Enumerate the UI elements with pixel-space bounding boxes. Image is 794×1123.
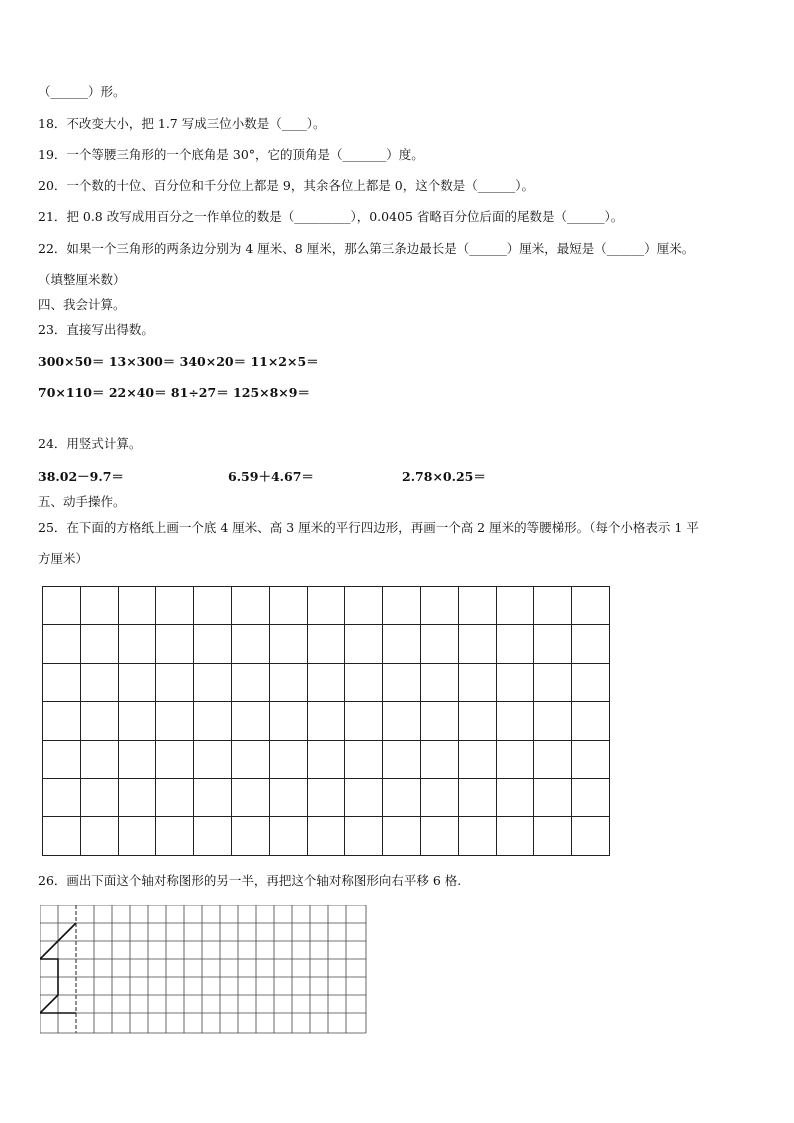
grid-cell[interactable]	[421, 664, 459, 702]
grid-cell[interactable]	[534, 625, 572, 663]
grid-cell[interactable]	[497, 702, 535, 740]
grid-cell[interactable]	[497, 817, 535, 855]
grid-cell[interactable]	[270, 664, 308, 702]
grid-cell[interactable]	[308, 817, 346, 855]
grid-cell[interactable]	[81, 741, 119, 779]
grid-cell[interactable]	[270, 702, 308, 740]
question-20: 20．一个数的十位、百分位和千分位上都是 9，其余各位上都是 0，这个数是（______）。	[38, 178, 535, 193]
grid-cell[interactable]	[81, 664, 119, 702]
grid-cell[interactable]	[43, 741, 81, 779]
grid-cell[interactable]	[345, 625, 383, 663]
grid-cell[interactable]	[194, 587, 232, 625]
grid-cell[interactable]	[270, 779, 308, 817]
grid-cell[interactable]	[459, 664, 497, 702]
grid-cell[interactable]	[383, 587, 421, 625]
grid-cell[interactable]	[308, 664, 346, 702]
question-25-line-1: 25．在下面的方格纸上画一个底 4 厘米、高 3 厘米的平行四边形，再画一个高 2 厘米的等腰梯形。（每个小格表示 1 平	[38, 520, 699, 535]
grid-cell[interactable]	[43, 779, 81, 817]
grid-cell[interactable]	[572, 817, 610, 855]
q24-item-1: 38.02－9.7＝	[38, 469, 124, 484]
symmetry-grid-svg	[40, 905, 370, 1035]
grid-cell[interactable]	[194, 625, 232, 663]
grid-cell[interactable]	[383, 741, 421, 779]
grid-cell[interactable]	[345, 664, 383, 702]
grid-cell[interactable]	[194, 817, 232, 855]
grid-cell[interactable]	[383, 664, 421, 702]
grid-cell[interactable]	[345, 587, 383, 625]
grid-cell[interactable]	[572, 741, 610, 779]
q23-row-1: 300×50＝ 13×300＝ 340×20＝ 11×2×5＝	[38, 354, 319, 369]
grid-cell[interactable]	[572, 664, 610, 702]
grid-cell[interactable]	[534, 741, 572, 779]
q24-item-2: 6.59＋4.67＝	[228, 469, 314, 484]
section-4-heading: 四、我会计算。	[38, 297, 126, 312]
question-26: 26．画出下面这个轴对称图形的另一半，再把这个轴对称图形向右平移 6 格.	[38, 873, 462, 888]
grid-cell[interactable]	[232, 625, 270, 663]
grid-cell[interactable]	[270, 741, 308, 779]
grid-cell[interactable]	[119, 817, 157, 855]
grid-cell[interactable]	[119, 587, 157, 625]
grid-cell[interactable]	[497, 625, 535, 663]
section-5-heading: 五、动手操作。	[38, 494, 126, 509]
grid-cell[interactable]	[497, 664, 535, 702]
grid-cell[interactable]	[383, 817, 421, 855]
grid-cell[interactable]	[308, 625, 346, 663]
grid-cell[interactable]	[421, 817, 459, 855]
grid-cell[interactable]	[270, 587, 308, 625]
grid-cell[interactable]	[232, 817, 270, 855]
grid-cell[interactable]	[459, 779, 497, 817]
grid-cell[interactable]	[308, 587, 346, 625]
grid-cell[interactable]	[81, 702, 119, 740]
grid-cell[interactable]	[308, 741, 346, 779]
grid-cell[interactable]	[119, 664, 157, 702]
grid-cell[interactable]	[572, 587, 610, 625]
grid-cell[interactable]	[421, 741, 459, 779]
grid-cell[interactable]	[421, 779, 459, 817]
grid-cell[interactable]	[534, 587, 572, 625]
grid-cell[interactable]	[308, 702, 346, 740]
grid-cell[interactable]	[156, 779, 194, 817]
grid-cell[interactable]	[308, 779, 346, 817]
grid-cell[interactable]	[81, 779, 119, 817]
grid-cell[interactable]	[194, 664, 232, 702]
grid-cell[interactable]	[119, 741, 157, 779]
grid-cell[interactable]	[194, 702, 232, 740]
grid-cell[interactable]	[534, 779, 572, 817]
grid-cell[interactable]	[232, 587, 270, 625]
grid-cell[interactable]	[534, 817, 572, 855]
grid-cell[interactable]	[383, 779, 421, 817]
grid-cell[interactable]	[81, 587, 119, 625]
grid-cell[interactable]	[534, 702, 572, 740]
q24-item-3: 2.78×0.25＝	[402, 469, 486, 484]
grid-cell[interactable]	[383, 625, 421, 663]
grid-cell[interactable]	[345, 779, 383, 817]
grid-cell[interactable]	[156, 625, 194, 663]
grid-cell[interactable]	[81, 625, 119, 663]
question-24: 24．用竖式计算。	[38, 436, 142, 451]
q23-row-2: 70×110＝ 22×40＝ 81÷27＝ 125×8×9＝	[38, 385, 310, 400]
grid-cell[interactable]	[421, 587, 459, 625]
grid-cell[interactable]	[119, 702, 157, 740]
grid-cell[interactable]	[43, 587, 81, 625]
grid-cell[interactable]	[345, 817, 383, 855]
question-18: 18．不改变大小，把 1.7 写成三位小数是（____）。	[38, 116, 326, 131]
question-23: 23．直接写出得数。	[38, 322, 154, 337]
grid-cell[interactable]	[43, 702, 81, 740]
question-22: 22．如果一个三角形的两条边分别为 4 厘米、8 厘米，那么第三条边最长是（______）厘米，最短是（______）厘米。	[38, 241, 695, 256]
question-25-line-2: 方厘米）	[38, 551, 89, 566]
grid-cell[interactable]	[572, 702, 610, 740]
grid-cell[interactable]	[119, 625, 157, 663]
grid-cell[interactable]	[497, 587, 535, 625]
grid-cell[interactable]	[156, 664, 194, 702]
grid-cell[interactable]	[232, 702, 270, 740]
grid-cell[interactable]	[459, 625, 497, 663]
grid-cell[interactable]	[43, 625, 81, 663]
grid-cell[interactable]	[421, 625, 459, 663]
grid-cell[interactable]	[43, 664, 81, 702]
grid-cell[interactable]	[232, 741, 270, 779]
grid-cell[interactable]	[156, 817, 194, 855]
grid-cell[interactable]	[270, 817, 308, 855]
grid-cell[interactable]	[459, 741, 497, 779]
grid-cell[interactable]	[383, 702, 421, 740]
grid-cell[interactable]	[156, 741, 194, 779]
question-22-note: （填整厘米数）	[38, 272, 126, 287]
square-grid-paper[interactable]	[42, 586, 610, 856]
grid-cell[interactable]	[572, 779, 610, 817]
q17-tail: （______）形。	[38, 84, 126, 99]
grid-cell[interactable]	[345, 741, 383, 779]
question-19: 19．一个等腰三角形的一个底角是 30°，它的顶角是（_______）度。	[38, 147, 424, 162]
grid-cell[interactable]	[270, 625, 308, 663]
grid-cell[interactable]	[497, 741, 535, 779]
grid-cell[interactable]	[497, 779, 535, 817]
grid-cell[interactable]	[459, 817, 497, 855]
grid-cell[interactable]	[572, 625, 610, 663]
grid-cell[interactable]	[194, 741, 232, 779]
grid-cell[interactable]	[421, 702, 459, 740]
grid-cell[interactable]	[81, 817, 119, 855]
grid-cell[interactable]	[156, 587, 194, 625]
grid-cell[interactable]	[459, 702, 497, 740]
grid-cell[interactable]	[232, 664, 270, 702]
grid-cell[interactable]	[156, 702, 194, 740]
grid-cell[interactable]	[43, 817, 81, 855]
grid-cell[interactable]	[194, 779, 232, 817]
grid-cell[interactable]	[459, 587, 497, 625]
grid-cell[interactable]	[232, 779, 270, 817]
grid-cell[interactable]	[119, 779, 157, 817]
grid-cell[interactable]	[345, 702, 383, 740]
question-21: 21．把 0.8 改写成用百分之一作单位的数是（_________），0.0405 省略百分位后面的尾数是（______）。	[38, 209, 624, 224]
grid-cell[interactable]	[534, 664, 572, 702]
symmetry-grid-figure[interactable]	[40, 905, 370, 1039]
